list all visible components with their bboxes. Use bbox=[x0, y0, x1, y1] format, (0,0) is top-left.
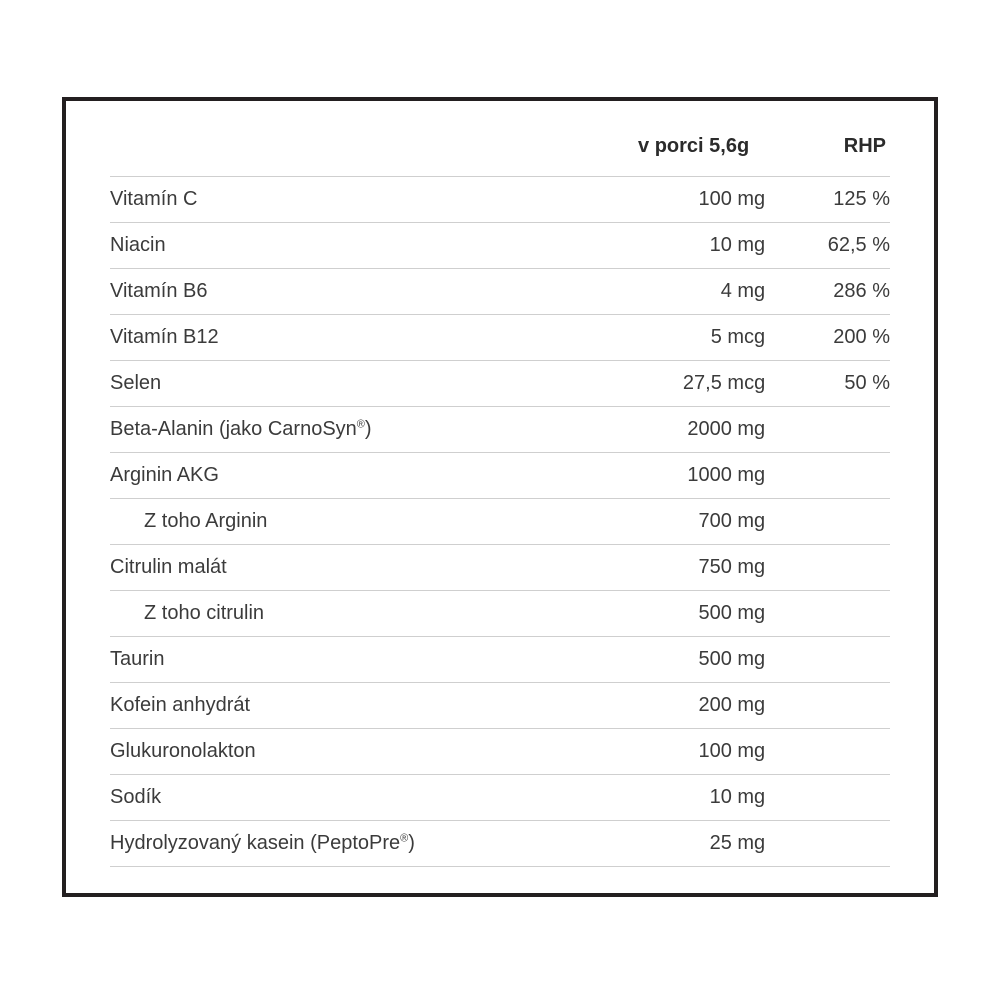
nutrient-name: Hydrolyzovaný kasein (PeptoPre®) bbox=[110, 821, 531, 867]
column-header-amount: v porci 5,6g bbox=[638, 135, 750, 157]
nutrient-rhp bbox=[765, 453, 890, 499]
table-row bbox=[110, 177, 890, 223]
table-row bbox=[110, 591, 890, 637]
nutrient-name: Z toho Arginin bbox=[110, 499, 531, 545]
table-row bbox=[110, 821, 890, 867]
nutrition-table bbox=[110, 135, 890, 867]
nutrition-facts-panel bbox=[62, 97, 938, 897]
nutrient-name: Taurin bbox=[110, 637, 531, 683]
nutrient-rhp bbox=[765, 407, 890, 453]
nutrient-amount: 1000 mg bbox=[531, 453, 765, 499]
nutrient-rhp bbox=[765, 775, 890, 821]
nutrient-name: Sodík bbox=[110, 775, 531, 821]
nutrient-rhp: 50 % bbox=[765, 361, 890, 407]
nutrient-name: Vitamín B12 bbox=[110, 315, 531, 361]
nutrient-name: Beta-Alanin (jako CarnoSyn®) bbox=[110, 407, 531, 453]
nutrient-amount: 10 mg bbox=[531, 775, 765, 821]
nutrient-name: Glukuronolakton bbox=[110, 729, 531, 775]
nutrient-rhp bbox=[765, 545, 890, 591]
table-row bbox=[110, 499, 890, 545]
table-row bbox=[110, 453, 890, 499]
nutrient-amount: 10 mg bbox=[531, 223, 765, 269]
table-row bbox=[110, 407, 890, 453]
nutrient-rhp bbox=[765, 729, 890, 775]
nutrient-rhp bbox=[765, 499, 890, 545]
nutrient-amount: 700 mg bbox=[531, 499, 765, 545]
nutrient-name: Arginin AKG bbox=[110, 453, 531, 499]
nutrient-rhp bbox=[765, 637, 890, 683]
nutrient-name: Selen bbox=[110, 361, 531, 407]
nutrient-name: Z toho citrulin bbox=[110, 591, 531, 637]
nutrient-name: Vitamín B6 bbox=[110, 269, 531, 315]
table-row bbox=[110, 637, 890, 683]
nutrient-amount: 200 mg bbox=[531, 683, 765, 729]
column-header-rhp: RHP bbox=[843, 135, 886, 157]
nutrient-rhp bbox=[765, 591, 890, 637]
nutrient-amount: 25 mg bbox=[531, 821, 765, 867]
table-row bbox=[110, 775, 890, 821]
table-row bbox=[110, 729, 890, 775]
column-header-name bbox=[110, 135, 531, 177]
nutrient-amount: 100 mg bbox=[531, 729, 765, 775]
table-row bbox=[110, 269, 890, 315]
table-row bbox=[110, 545, 890, 591]
table-row bbox=[110, 223, 890, 269]
nutrient-rhp: 200 % bbox=[765, 315, 890, 361]
table-header-row bbox=[110, 135, 890, 177]
nutrient-rhp: 125 % bbox=[765, 177, 890, 223]
nutrient-rhp bbox=[765, 821, 890, 867]
nutrient-amount: 500 mg bbox=[531, 637, 765, 683]
table-header bbox=[110, 135, 890, 177]
nutrient-amount: 2000 mg bbox=[531, 407, 765, 453]
nutrient-amount: 100 mg bbox=[531, 177, 765, 223]
nutrition-table-wrapper bbox=[66, 101, 934, 893]
nutrient-amount: 750 mg bbox=[531, 545, 765, 591]
nutrient-rhp: 286 % bbox=[765, 269, 890, 315]
table-row bbox=[110, 683, 890, 729]
nutrient-rhp: 62,5 % bbox=[765, 223, 890, 269]
nutrient-amount: 4 mg bbox=[531, 269, 765, 315]
registered-trademark-icon: ® bbox=[400, 832, 409, 845]
table-body bbox=[110, 177, 890, 867]
nutrient-amount: 5 mcg bbox=[531, 315, 765, 361]
table-row bbox=[110, 361, 890, 407]
nutrient-name: Niacin bbox=[110, 223, 531, 269]
nutrient-name: Kofein anhydrát bbox=[110, 683, 531, 729]
registered-trademark-icon: ® bbox=[356, 418, 365, 431]
nutrient-amount: 500 mg bbox=[531, 591, 765, 637]
table-row bbox=[110, 315, 890, 361]
nutrient-rhp bbox=[765, 683, 890, 729]
nutrient-name: Citrulin malát bbox=[110, 545, 531, 591]
nutrient-amount: 27,5 mcg bbox=[531, 361, 765, 407]
nutrient-name: Vitamín C bbox=[110, 177, 531, 223]
